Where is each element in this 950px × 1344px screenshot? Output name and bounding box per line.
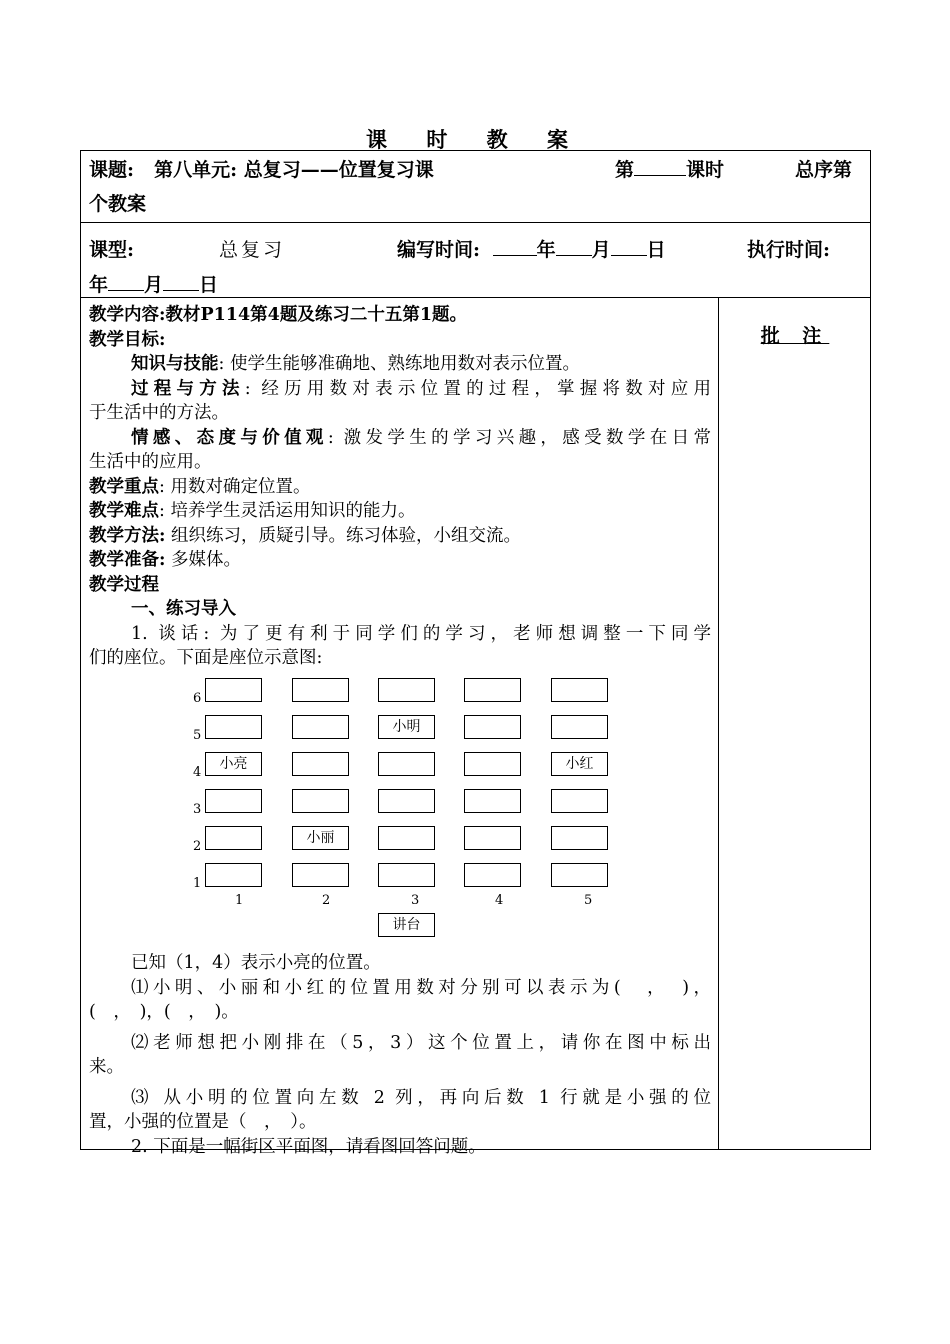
divider [81, 222, 870, 223]
column-label: 2 [322, 893, 331, 908]
seat[interactable] [205, 789, 262, 813]
order-suffix: 个教案 [89, 193, 147, 215]
document-title: 课 时 教 案 [366, 127, 584, 152]
lesson-number-blank[interactable] [634, 157, 686, 176]
seat[interactable] [378, 678, 435, 702]
question-1-cont: ( ， )，( ， )。 [89, 1002, 239, 1022]
type-label: 课型: [89, 239, 135, 261]
row-label: 6 [193, 691, 202, 706]
seat[interactable] [292, 678, 349, 702]
paragraph-1: 1. 谈话: 为了更有利于同学们的学习，老师想调整一下同学 [131, 623, 711, 644]
seat[interactable] [378, 752, 435, 776]
process-label: 教学过程 [89, 574, 159, 595]
exec-time-label: 执行时间: [747, 239, 831, 261]
question-2: ⑵老师想把小刚排在（5，3）这个位置上，请你在图中标出 [131, 1032, 711, 1053]
seat[interactable] [551, 678, 608, 702]
question-3-cont: 置，小强的位置是（ ， ）。 [89, 1112, 317, 1132]
method-text: 组织练习，质疑引导。练习体验，小组交流。 [165, 525, 522, 546]
course-row [89, 155, 434, 182]
seat[interactable] [378, 789, 435, 813]
podium: 讲台 [378, 913, 435, 937]
exec-month-blank[interactable] [108, 272, 144, 291]
seat-xiaohong[interactable]: 小红 [551, 752, 608, 776]
paragraph-1-cont: 们的座位。下面是座位示意图: [89, 648, 323, 668]
seat[interactable] [551, 826, 608, 850]
teaching-content [89, 303, 711, 671]
question-4: 2. 下面是一幅街区平面图，请看图回答问题。 [131, 1136, 486, 1157]
seat[interactable] [551, 789, 608, 813]
divider [81, 297, 870, 298]
exec-time-date: 年 月 日 [89, 274, 219, 296]
course-value: 第八单元: 总复习——位置复习课 [154, 159, 434, 181]
row-label: 3 [193, 802, 202, 817]
seat[interactable] [378, 826, 435, 850]
key-label: 教学重点 [89, 476, 159, 497]
column-label: 5 [584, 893, 593, 908]
goal3-label: 情感、态度与价值观 [131, 427, 328, 448]
lesson-number: 第 课时 [615, 159, 725, 181]
lesson-plan-table [80, 150, 871, 1157]
row-label: 2 [193, 839, 202, 854]
goals-label: 教学目标: [89, 329, 166, 350]
write-time: 编写时间: 年 月 日 [397, 239, 666, 261]
seat[interactable] [464, 826, 521, 850]
write-month-blank[interactable] [556, 237, 592, 256]
method-label: 教学方法: [89, 525, 166, 546]
goal2-text: : 经历用数对表示位置的过程，掌握将数对应用 [244, 378, 712, 399]
difficulty-label: 教学难点 [89, 501, 159, 521]
row-label: 1 [193, 876, 202, 891]
section-1-heading: 一、练习导入 [131, 599, 236, 619]
seat[interactable] [464, 715, 521, 739]
seat[interactable] [464, 678, 521, 702]
goal3-text-cont: 生活中的应用。 [89, 452, 212, 472]
write-year-blank[interactable] [493, 237, 537, 256]
difficulty-text: : 培养学生灵活运用知识的能力。 [159, 501, 416, 521]
seat-xiaoming[interactable]: 小明 [378, 715, 435, 739]
teaching-content-text: 教材P114第4题及练习二十五第1题。 [165, 305, 468, 325]
order-prefix: 总序第 [795, 159, 853, 181]
goal1-label: 知识与技能 [131, 354, 219, 374]
goal2-label: 过程与方法 [131, 378, 245, 399]
notes-column-divider [718, 297, 719, 1149]
prep-text: 多媒体。 [165, 550, 242, 570]
exec-day-blank[interactable] [163, 272, 199, 291]
course-label: 课题: [89, 159, 135, 181]
seat[interactable] [205, 863, 262, 887]
key-text: : 用数对确定位置。 [159, 476, 311, 497]
goal1-text: : 使学生能够准确地、熟练地用数对表示位置。 [218, 354, 580, 374]
seat[interactable] [292, 789, 349, 813]
seat[interactable] [464, 863, 521, 887]
known-fact: 已知（1，4）表示小亮的位置。 [131, 953, 381, 973]
column-label: 1 [235, 893, 244, 908]
seat[interactable] [205, 826, 262, 850]
seat[interactable] [292, 715, 349, 739]
teaching-content-label: 教学内容: [89, 305, 166, 325]
seat[interactable] [292, 752, 349, 776]
seat[interactable] [378, 863, 435, 887]
seat[interactable] [292, 863, 349, 887]
seat[interactable] [551, 863, 608, 887]
row-label: 5 [193, 728, 202, 743]
seat[interactable] [205, 715, 262, 739]
seat[interactable] [464, 752, 521, 776]
column-label: 4 [495, 893, 504, 908]
questions [89, 951, 711, 1159]
seat-xiaoliang[interactable]: 小亮 [205, 752, 262, 776]
question-2-cont: 来。 [89, 1057, 124, 1077]
prep-label: 教学准备: [89, 550, 166, 570]
seat[interactable] [464, 789, 521, 813]
type-value: 总复习 [219, 239, 286, 261]
question-1: ⑴小明、小丽和小红的位置用数对分别可以表示为( ， )， [131, 977, 711, 998]
row-label: 4 [193, 765, 202, 780]
seat[interactable] [551, 715, 608, 739]
goal2-text-cont: 于生活中的方法。 [89, 403, 229, 423]
seat[interactable] [205, 678, 262, 702]
notes-label: 批 注 [760, 325, 830, 347]
write-day-blank[interactable] [611, 237, 647, 256]
seat-xiaoli[interactable]: 小丽 [292, 826, 349, 850]
question-3: ⑶ 从小明的位置向左数 2 列，再向后数 1 行就是小强的位 [131, 1087, 711, 1108]
goal3-text: : 激发学生的学习兴趣，感受数学在日常 [327, 427, 712, 448]
column-label: 3 [411, 893, 420, 908]
